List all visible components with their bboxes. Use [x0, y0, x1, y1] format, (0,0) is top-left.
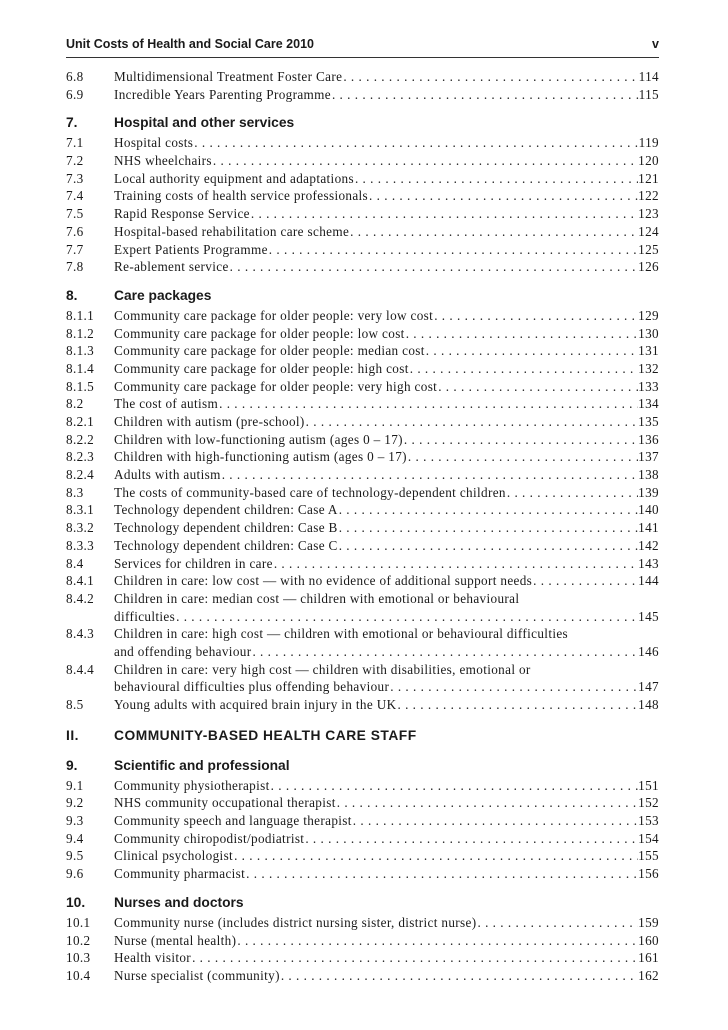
entry-number: 8.4.1 — [66, 573, 95, 589]
entry-page: 154 — [638, 830, 659, 846]
entry-title: Young adults with acquired brain injury in the UK — [114, 697, 397, 712]
section-heading-7[interactable] — [66, 112, 659, 134]
dot-leader — [268, 241, 638, 259]
entry-page: 146 — [638, 643, 659, 659]
entry-title: The costs of community-based care of technology-dependent children — [114, 484, 506, 500]
entry-title: Community speech and language therapist — [114, 813, 352, 829]
entry-title: Community nurse (includes district nursing sister, district nurse) — [114, 914, 477, 930]
entry-title: Community pharmacist — [114, 866, 246, 882]
toc-entry[interactable] — [66, 68, 659, 86]
entry-title: Technology dependent children: Case A — [114, 502, 338, 518]
dot-leader — [331, 86, 639, 104]
running-header-page-numeral: v — [652, 37, 659, 51]
entry-page: 129 — [638, 307, 659, 323]
dot-leader — [437, 378, 638, 396]
dot-leader — [191, 949, 638, 967]
entry-page: 156 — [638, 866, 659, 882]
entry-page: 124 — [638, 223, 659, 239]
entry-number: 8.3.3 — [66, 537, 95, 553]
entry-title: Training costs of health service professionals — [114, 188, 369, 204]
dot-leader — [338, 519, 638, 537]
table-of-contents — [66, 68, 659, 985]
dot-leader — [251, 643, 638, 661]
toc-entry[interactable] — [66, 914, 659, 932]
entry-title: Hospital-based rehabilitation care scheme — [114, 223, 350, 239]
entry-title: NHS community occupational therapist — [114, 795, 336, 811]
dot-leader — [389, 678, 638, 696]
section-title: Nurses and doctors — [114, 894, 244, 910]
entry-number: 8.1.3 — [66, 343, 95, 359]
dot-leader — [245, 865, 638, 883]
entry-title: Rapid Response Service — [114, 206, 250, 222]
toc-entry[interactable] — [66, 152, 659, 170]
entry-number: 8.2 — [66, 396, 84, 412]
toc-entry[interactable] — [66, 794, 659, 812]
toc-entry[interactable] — [66, 258, 659, 276]
entry-title: Children with low-functioning autism (ages 0 – 17) — [114, 431, 403, 447]
entry-number: 8.3 — [66, 484, 84, 500]
toc-entry[interactable] — [66, 170, 659, 188]
entry-title: Health visitor — [114, 950, 192, 966]
toc-entry[interactable] — [66, 325, 659, 343]
toc-entry[interactable] — [66, 205, 659, 223]
entry-page: 121 — [638, 170, 659, 186]
toc-entry[interactable] — [66, 830, 659, 848]
dot-leader — [476, 914, 638, 932]
entry-number: 8.2.1 — [66, 414, 95, 429]
toc-entry-first-line[interactable] — [66, 661, 659, 679]
entry-title: The cost of autism — [114, 396, 219, 412]
section-title: Care packages — [114, 287, 212, 303]
toc-entry[interactable] — [66, 448, 659, 466]
entry-number: 7.3 — [66, 170, 84, 186]
entry-number: 10.1 — [66, 914, 91, 930]
entry-title-line2: behavioural difficulties plus offending behaviour — [114, 679, 390, 695]
entry-page: 120 — [638, 153, 659, 169]
dot-leader — [193, 134, 638, 152]
entry-number: 7.8 — [66, 259, 84, 275]
section-heading-8[interactable] — [66, 285, 659, 307]
entry-number: 6.8 — [66, 69, 84, 84]
entry-title: Community chiropodist/podiatrist — [114, 830, 305, 846]
entry-number: 8.4.3 — [66, 626, 95, 642]
toc-entry-continuation[interactable] — [66, 678, 659, 696]
toc-entry[interactable] — [66, 812, 659, 830]
toc-entry[interactable] — [66, 555, 659, 573]
entry-title-line1: Children in care: median cost — children with emotional or behavioural — [114, 590, 520, 606]
entry-number: 8.4.2 — [66, 590, 95, 606]
entry-page: 147 — [638, 679, 659, 695]
entry-number: 9.1 — [66, 777, 84, 793]
toc-entry[interactable] — [66, 223, 659, 241]
entry-number: 9.4 — [66, 830, 84, 846]
entry-title-line1: Children in care: very high cost — children with disabilities, emotional or — [114, 661, 531, 677]
entry-title: Children in care: low cost — with no evidence of additional support needs — [114, 573, 533, 589]
dot-leader — [270, 777, 639, 795]
entry-number: 7.6 — [66, 223, 84, 239]
entry-page: 136 — [638, 431, 659, 447]
dot-leader — [175, 608, 638, 626]
toc-entry[interactable] — [66, 537, 659, 555]
dot-leader — [305, 413, 639, 431]
entry-number: 8.3.2 — [66, 520, 95, 536]
dot-leader — [342, 68, 638, 86]
entry-page: 133 — [638, 378, 659, 394]
part-heading-ii[interactable] — [66, 726, 659, 746]
section-number: 10. — [66, 894, 86, 910]
entry-page: 144 — [638, 573, 659, 589]
toc-entry[interactable] — [66, 431, 659, 449]
toc-entry[interactable] — [66, 847, 659, 865]
entry-title: Technology dependent children: Case C — [114, 537, 338, 553]
entry-title: Community care package for older people: low cost — [114, 325, 405, 341]
entry-page: 119 — [638, 135, 659, 151]
dot-leader — [304, 830, 638, 848]
dot-leader — [368, 187, 638, 205]
entry-title: Technology dependent children: Case B — [114, 520, 338, 536]
entry-number: 8.5 — [66, 697, 84, 712]
dot-leader — [425, 342, 638, 360]
dot-leader — [236, 932, 638, 950]
entry-page: 130 — [638, 325, 659, 341]
entry-page: 135 — [638, 414, 659, 429]
entry-title: Adults with autism — [114, 467, 221, 483]
entry-page: 115 — [638, 86, 659, 102]
toc-entry[interactable] — [66, 134, 659, 152]
entry-title: Clinical psychologist — [114, 848, 234, 864]
dot-leader — [273, 555, 638, 573]
header-rule — [66, 57, 659, 58]
entry-page: 148 — [638, 697, 659, 712]
dot-leader — [338, 501, 638, 519]
entry-title: Nurse specialist (community) — [114, 967, 280, 983]
section-number: 9. — [66, 757, 78, 773]
entry-page: 123 — [638, 206, 659, 222]
entry-number: 9.3 — [66, 813, 84, 829]
entry-page: 162 — [638, 967, 659, 983]
entry-page: 140 — [638, 502, 659, 518]
dot-leader — [409, 360, 638, 378]
entry-title: Community care package for older people: very high cost — [114, 378, 438, 394]
entry-page: 125 — [638, 241, 659, 257]
dot-leader — [280, 967, 638, 985]
entry-title: Incredible Years Parenting Programme — [114, 86, 331, 102]
toc-entry[interactable] — [66, 967, 659, 985]
entry-title: Children with high-functioning autism (ages 0 – 17) — [114, 449, 407, 465]
entry-number: 8.1.5 — [66, 378, 95, 394]
entry-number: 8.1.4 — [66, 360, 95, 376]
entry-number: 10.2 — [66, 932, 91, 948]
toc-entry[interactable] — [66, 865, 659, 883]
toc-entry[interactable] — [66, 360, 659, 378]
entry-page: 145 — [638, 608, 659, 624]
dot-leader — [221, 466, 638, 484]
dot-leader — [407, 448, 638, 466]
entry-number: 7.7 — [66, 241, 84, 257]
dot-leader — [212, 152, 638, 170]
toc-entry[interactable] — [66, 307, 659, 325]
entry-title-line2: difficulties — [114, 608, 176, 624]
entry-page: 152 — [638, 795, 659, 811]
toc-entry-continuation[interactable] — [66, 608, 659, 626]
entry-number: 8.2.3 — [66, 449, 95, 465]
entry-title: Hospital costs — [114, 135, 194, 151]
entry-number: 7.5 — [66, 206, 84, 222]
dot-leader — [433, 307, 638, 325]
toc-entry[interactable] — [66, 696, 659, 714]
entry-number: 8.3.1 — [66, 502, 95, 518]
toc-entry[interactable] — [66, 777, 659, 795]
dot-leader — [506, 484, 638, 502]
entry-number: 8.2.4 — [66, 467, 95, 483]
toc-entry[interactable] — [66, 413, 659, 431]
entry-page: 114 — [638, 69, 659, 84]
entry-page: 139 — [638, 484, 659, 500]
entry-page: 155 — [638, 848, 659, 864]
dot-leader — [229, 258, 638, 276]
toc-entry[interactable] — [66, 501, 659, 519]
toc-entry[interactable] — [66, 572, 659, 590]
entry-number: 8.4.4 — [66, 661, 95, 677]
toc-entry[interactable] — [66, 378, 659, 396]
dot-leader — [405, 325, 638, 343]
dot-leader — [349, 223, 638, 241]
entry-title: Re-ablement service — [114, 259, 229, 275]
entry-page: 122 — [638, 188, 659, 204]
dot-leader — [250, 205, 638, 223]
entry-page: 159 — [638, 914, 659, 930]
running-header — [66, 37, 659, 51]
entry-title: Community care package for older people: very low cost — [114, 307, 434, 323]
toc-entry[interactable] — [66, 241, 659, 259]
section-heading-9[interactable] — [66, 755, 659, 777]
section-number: 8. — [66, 287, 78, 303]
entry-number: 7.2 — [66, 153, 84, 169]
entry-title-line1: Children in care: high cost — children with emotional or behavioural difficulties — [114, 626, 569, 642]
dot-leader — [218, 395, 638, 413]
toc-entry-first-line[interactable] — [66, 625, 659, 643]
dot-leader — [233, 847, 638, 865]
entry-page: 161 — [638, 950, 659, 966]
entry-number: 9.2 — [66, 795, 84, 811]
entry-title: Community care package for older people: median cost — [114, 343, 425, 359]
toc-entry[interactable] — [66, 932, 659, 950]
entry-number: 8.4 — [66, 555, 84, 571]
entry-number: 8.1.1 — [66, 307, 95, 323]
entry-page: 134 — [638, 396, 659, 412]
part-title: COMMUNITY-BASED HEALTH CARE STAFF — [114, 727, 417, 743]
entry-title: Nurse (mental health) — [114, 932, 237, 948]
entry-page: 143 — [638, 555, 659, 571]
entry-title: NHS wheelchairs — [114, 153, 212, 169]
dot-leader — [532, 572, 638, 590]
entry-page: 138 — [638, 467, 659, 483]
section-title: Hospital and other services — [114, 115, 295, 131]
entry-number: 9.5 — [66, 848, 84, 864]
toc-entry[interactable] — [66, 395, 659, 413]
entry-page: 160 — [638, 932, 659, 948]
toc-entry[interactable] — [66, 949, 659, 967]
section-title: Scientific and professional — [114, 757, 290, 773]
entry-number: 9.6 — [66, 866, 84, 882]
entry-title: Expert Patients Programme — [114, 241, 268, 257]
toc-entry-continuation[interactable] — [66, 643, 659, 661]
entry-number: 8.2.2 — [66, 431, 95, 447]
entry-number: 7.4 — [66, 188, 84, 204]
toc-entry[interactable] — [66, 484, 659, 502]
entry-number: 7.1 — [66, 135, 84, 151]
entry-page: 151 — [638, 777, 659, 793]
entry-title-line2: and offending behaviour — [114, 643, 252, 659]
toc-entry[interactable] — [66, 86, 659, 104]
entry-number: 8.1.2 — [66, 325, 95, 341]
toc-entry[interactable] — [66, 466, 659, 484]
entry-title: Multidimensional Treatment Foster Care — [114, 69, 343, 84]
entry-title: Services for children in care — [114, 555, 273, 571]
toc-entry[interactable] — [66, 187, 659, 205]
entry-title: Community physiotherapist — [114, 777, 270, 793]
entry-number: 10.3 — [66, 950, 91, 966]
entry-title: Community care package for older people: high cost — [114, 360, 409, 376]
dot-leader — [396, 696, 638, 714]
dot-leader — [338, 537, 638, 555]
entry-number: 10.4 — [66, 967, 91, 983]
running-header-title: Unit Costs of Health and Social Care 2010 — [66, 37, 314, 51]
entry-number: 6.9 — [66, 86, 84, 102]
part-number: II. — [66, 727, 79, 743]
dot-leader — [403, 431, 638, 449]
entry-page: 153 — [638, 813, 659, 829]
toc-entry[interactable] — [66, 342, 659, 360]
dot-leader — [336, 794, 638, 812]
entry-page: 131 — [638, 343, 659, 359]
entry-page: 142 — [638, 537, 659, 553]
toc-entry[interactable] — [66, 519, 659, 537]
dot-leader — [352, 812, 638, 830]
entry-page: 137 — [638, 449, 659, 465]
entry-title: Local authority equipment and adaptations — [114, 170, 354, 186]
toc-entry-first-line[interactable] — [66, 590, 659, 608]
entry-page: 141 — [638, 520, 659, 536]
dot-leader — [354, 170, 638, 188]
entry-page: 132 — [638, 360, 659, 376]
entry-title: Children with autism (pre-school) — [114, 414, 305, 429]
entry-page: 126 — [638, 259, 659, 275]
section-number: 7. — [66, 115, 78, 131]
section-heading-10[interactable] — [66, 892, 659, 914]
